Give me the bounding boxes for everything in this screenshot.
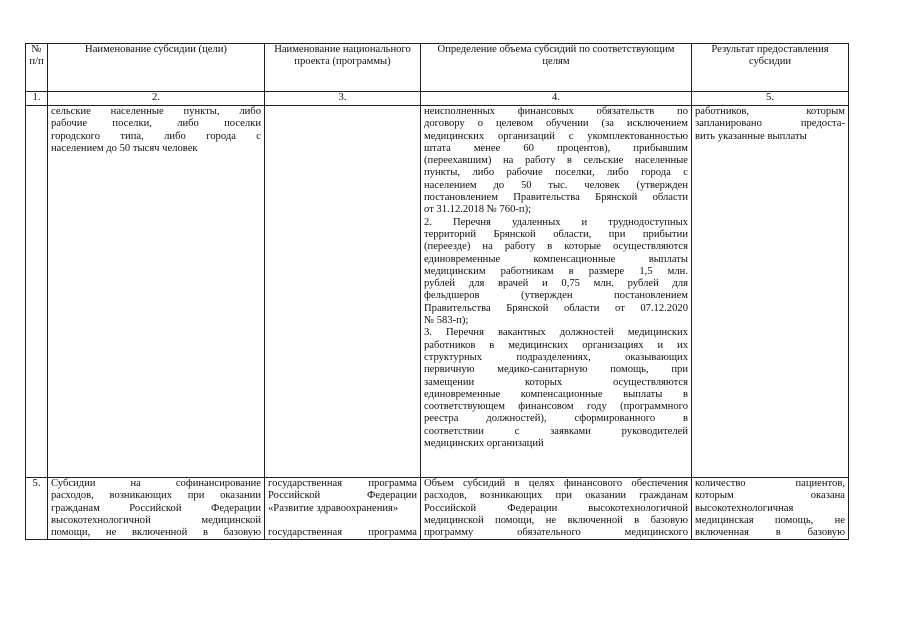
- cell-text-line: государственная программа: [268, 478, 417, 489]
- cell-text-line: постановлением Правительства Брянской области: [424, 192, 688, 204]
- volume-definition-cell: [421, 106, 692, 478]
- cell-text-line: высокотехнологичная: [695, 502, 794, 514]
- cell-text-line: включенная в базовую: [695, 527, 845, 539]
- cell-text-line: «Развитие здравоохранения»: [268, 502, 399, 514]
- cell-text-line: количество пациентов,: [695, 478, 845, 489]
- cell-text-line: 2. Перечня удаленных и труднодоступных: [424, 216, 688, 228]
- cell-text-line: № 583-п);: [424, 315, 469, 327]
- cell-text-line: (переехавшим) на работу в сельские населенные: [424, 155, 688, 167]
- header-subsidy-name: Наименование субсидии (цели): [48, 44, 265, 92]
- cell-text-line: запланировано предоста-: [695, 118, 845, 130]
- cell-text-line: первичную медико-санитарную помощь, при: [424, 364, 688, 376]
- cell-text-line: медицинских организаций с укомплектованностью: [424, 130, 688, 142]
- cell-text-line: помощи, не включенной в базовую: [51, 527, 261, 539]
- header-volume-definition: Определение объема субсидий по соответствующим целям: [421, 44, 692, 92]
- cell-text-line: 3. Перечня вакантных должностей медицинских: [424, 327, 688, 339]
- column-number-row: [26, 92, 849, 106]
- cell-text-line: замещении которых осуществляются: [424, 376, 688, 388]
- header-result: Результат предоставления субсидии: [692, 44, 849, 92]
- cell-text-line: городского типа, либо города с: [51, 130, 261, 142]
- result-cell: [692, 478, 849, 540]
- cell-text-line: Российской Федерации высокотехнологичной: [424, 502, 688, 514]
- column-number: 2.: [48, 92, 265, 106]
- table-row: [26, 106, 849, 478]
- cell-text-line: Российской Федерации: [268, 490, 417, 502]
- column-number: 3.: [265, 92, 421, 106]
- cell-text-line: структурных подразделениях, оказывающих: [424, 351, 688, 363]
- column-number: 5.: [692, 92, 849, 106]
- cell-text-line: от 31.12.2018 № 760-п);: [424, 204, 532, 216]
- cell-text-line: населением до 50 тысяч человек: [51, 142, 198, 154]
- cell-text-line: (переезде) на работу в которые осуществляются: [424, 241, 688, 253]
- cell-text-line: единовременные компенсационные выплаты: [424, 253, 688, 265]
- cell-text-line: Субсидии на софинансирование: [51, 478, 261, 489]
- cell-text-line: территорий Брянской области, при прибытии: [424, 228, 688, 240]
- cell-text-line: соответствующем финансовом году (программного: [424, 401, 688, 413]
- cell-text-line: рублей для врачей и 0,75 млн. рублей для: [424, 278, 688, 290]
- cell-text-line: вить указанные выплаты: [695, 130, 807, 142]
- cell-text-line: [268, 515, 417, 527]
- subsidy-name-cell: [48, 478, 265, 540]
- cell-text-line: рабочие поселки, либо поселки: [51, 118, 261, 130]
- subsidy-name-cell: [48, 106, 265, 478]
- cell-text-line: Объем субсидий в целях финансового обеспечения: [424, 478, 688, 489]
- cell-text-line: соответствии с заявками руководителей: [424, 425, 688, 437]
- cell-text-line: Правительства Брянской области от 07.12.2020: [424, 302, 688, 314]
- cell-text-line: медицинским работникам в размере 1,5 млн.: [424, 265, 688, 277]
- project-name-cell: [265, 478, 421, 540]
- cell-text-line: населением до 50 тыс. человек (утвержден: [424, 179, 688, 191]
- cell-text-line: работников, которым: [695, 106, 845, 117]
- cell-text-line: программу обязательного медицинского: [424, 527, 688, 539]
- subsidy-table: [25, 43, 849, 540]
- cell-text-line: гражданам Российской Федерации: [51, 502, 261, 514]
- cell-text-line: договору о целевом обучении (за исключением: [424, 118, 688, 130]
- header-number: № п/п: [26, 44, 48, 92]
- cell-text-line: работников в медицинских организациях и их: [424, 339, 688, 351]
- row-number-cell: [26, 106, 48, 478]
- cell-text-line: фельдшеров (утвержден постановлением: [424, 290, 688, 302]
- table-row: [26, 478, 849, 540]
- header-row: [26, 44, 849, 92]
- cell-text-line: пункты, либо рабочие поселки, либо города с: [424, 167, 688, 179]
- cell-text-line: медицинская помощь, не: [695, 514, 845, 526]
- cell-text-line: медицинской помощи, не включенной в базовую: [424, 514, 688, 526]
- cell-text-line: расходов, возникающих при оказании гражданам: [424, 490, 688, 502]
- column-number: 4.: [421, 92, 692, 106]
- row-number-cell: 5.: [26, 478, 48, 540]
- cell-text-line: единовременные компенсационные выплаты в: [424, 388, 688, 400]
- cell-text-line: неисполненных финансовых обязательств по: [424, 106, 688, 117]
- cell-text-line: расходов, возникающих при оказании: [51, 490, 261, 502]
- cell-text-line: реестра должностей), сформированного в: [424, 413, 688, 425]
- cell-text-line: сельские населенные пункты, либо: [51, 106, 261, 117]
- cell-text-line: штата менее 60 процентов), прибывшим: [424, 142, 688, 154]
- cell-text-line: государственная программа: [268, 527, 417, 539]
- result-cell: [692, 106, 849, 478]
- header-project-name: Наименование национального проекта (программы): [265, 44, 421, 92]
- cell-text-line: медицинских организаций: [424, 438, 544, 450]
- cell-text-line: высокотехнологичной медицинской: [51, 514, 261, 526]
- volume-definition-cell: [421, 478, 692, 540]
- column-number: 1.: [26, 92, 48, 106]
- cell-text-line: которым оказана: [695, 490, 845, 502]
- project-name-cell: [265, 106, 421, 478]
